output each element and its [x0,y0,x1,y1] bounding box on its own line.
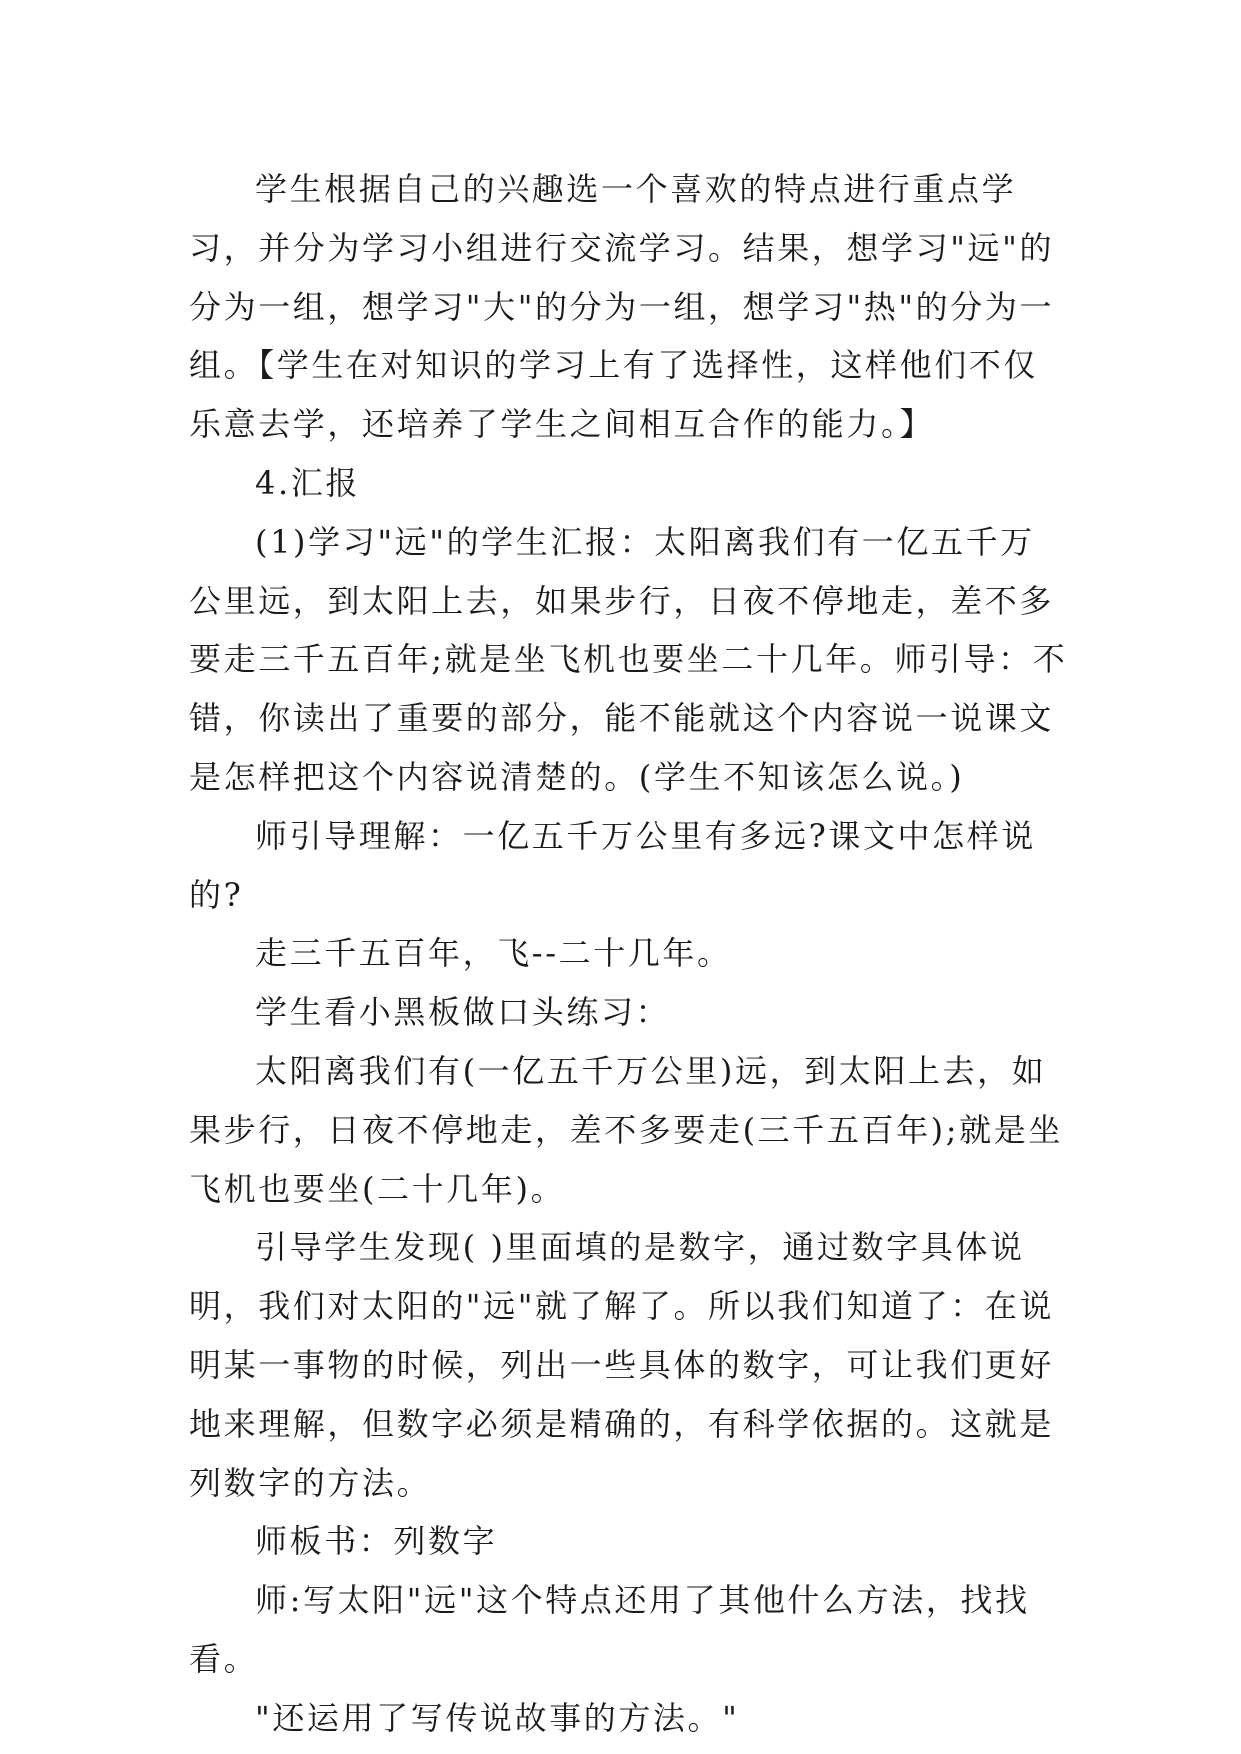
document-body [189,160,1069,1748]
paragraph-11: "还运用了写传说故事的方法。" [255,1698,740,1737]
paragraph-6: 学生看小黑板做口头练习： [255,993,671,1032]
paragraph-2: 4.汇报 [255,463,360,502]
paragraph-1: 学生根据自己的兴趣选一个喜欢的特点进行重点学习，并分为学习小组进行交流学习。结果，想学习"远"的分为一组，想学习"大"的分为一组，想学习"热"的分为一组。【学生在对知识的学习上有了选择性，这样他们不仅乐意去学，还培养了学生之间相互合作的能力。】 [189,170,1055,444]
paragraph-4: 师引导理解：一亿五千万公里有多远?课文中怎样说的? [189,816,1036,914]
paragraph-8: 引导学生发现( )里面填的是数字，通过数字具体说明，我们对太阳的"远"就了解了。所以我们知道了：在说明某一事物的时候，列出一些具体的数字，可让我们更好地来理解，但数字必须是精确的，有科学依据的。这就是列数字的方法。 [189,1228,1055,1502]
paragraph-9: 师板书：列数字 [255,1522,498,1561]
paragraph-3: (1)学习"远"的学生汇报：太阳离我们有一亿五千万公里远，到太阳上去，如果步行，日夜不停地走，差不多要走三千五百年;就是坐飞机也要坐二十几年。师引导：不错，你读出了重要的部分，能不能就这个内容说一说课文是怎样把这个内容说清楚的。(学生不知该怎么说。) [189,522,1068,796]
paragraph-7: 太阳离我们有(一亿五千万公里)远，到太阳上去，如果步行，日夜不停地走，差不多要走(三千五百年);就是坐飞机也要坐(二十几年)。 [189,1051,1063,1208]
paragraph-5: 走三千五百年，飞--二十几年。 [255,934,732,973]
paragraph-10: 师:写太阳"远"这个特点还用了其他什么方法，找找看。 [189,1581,1030,1678]
